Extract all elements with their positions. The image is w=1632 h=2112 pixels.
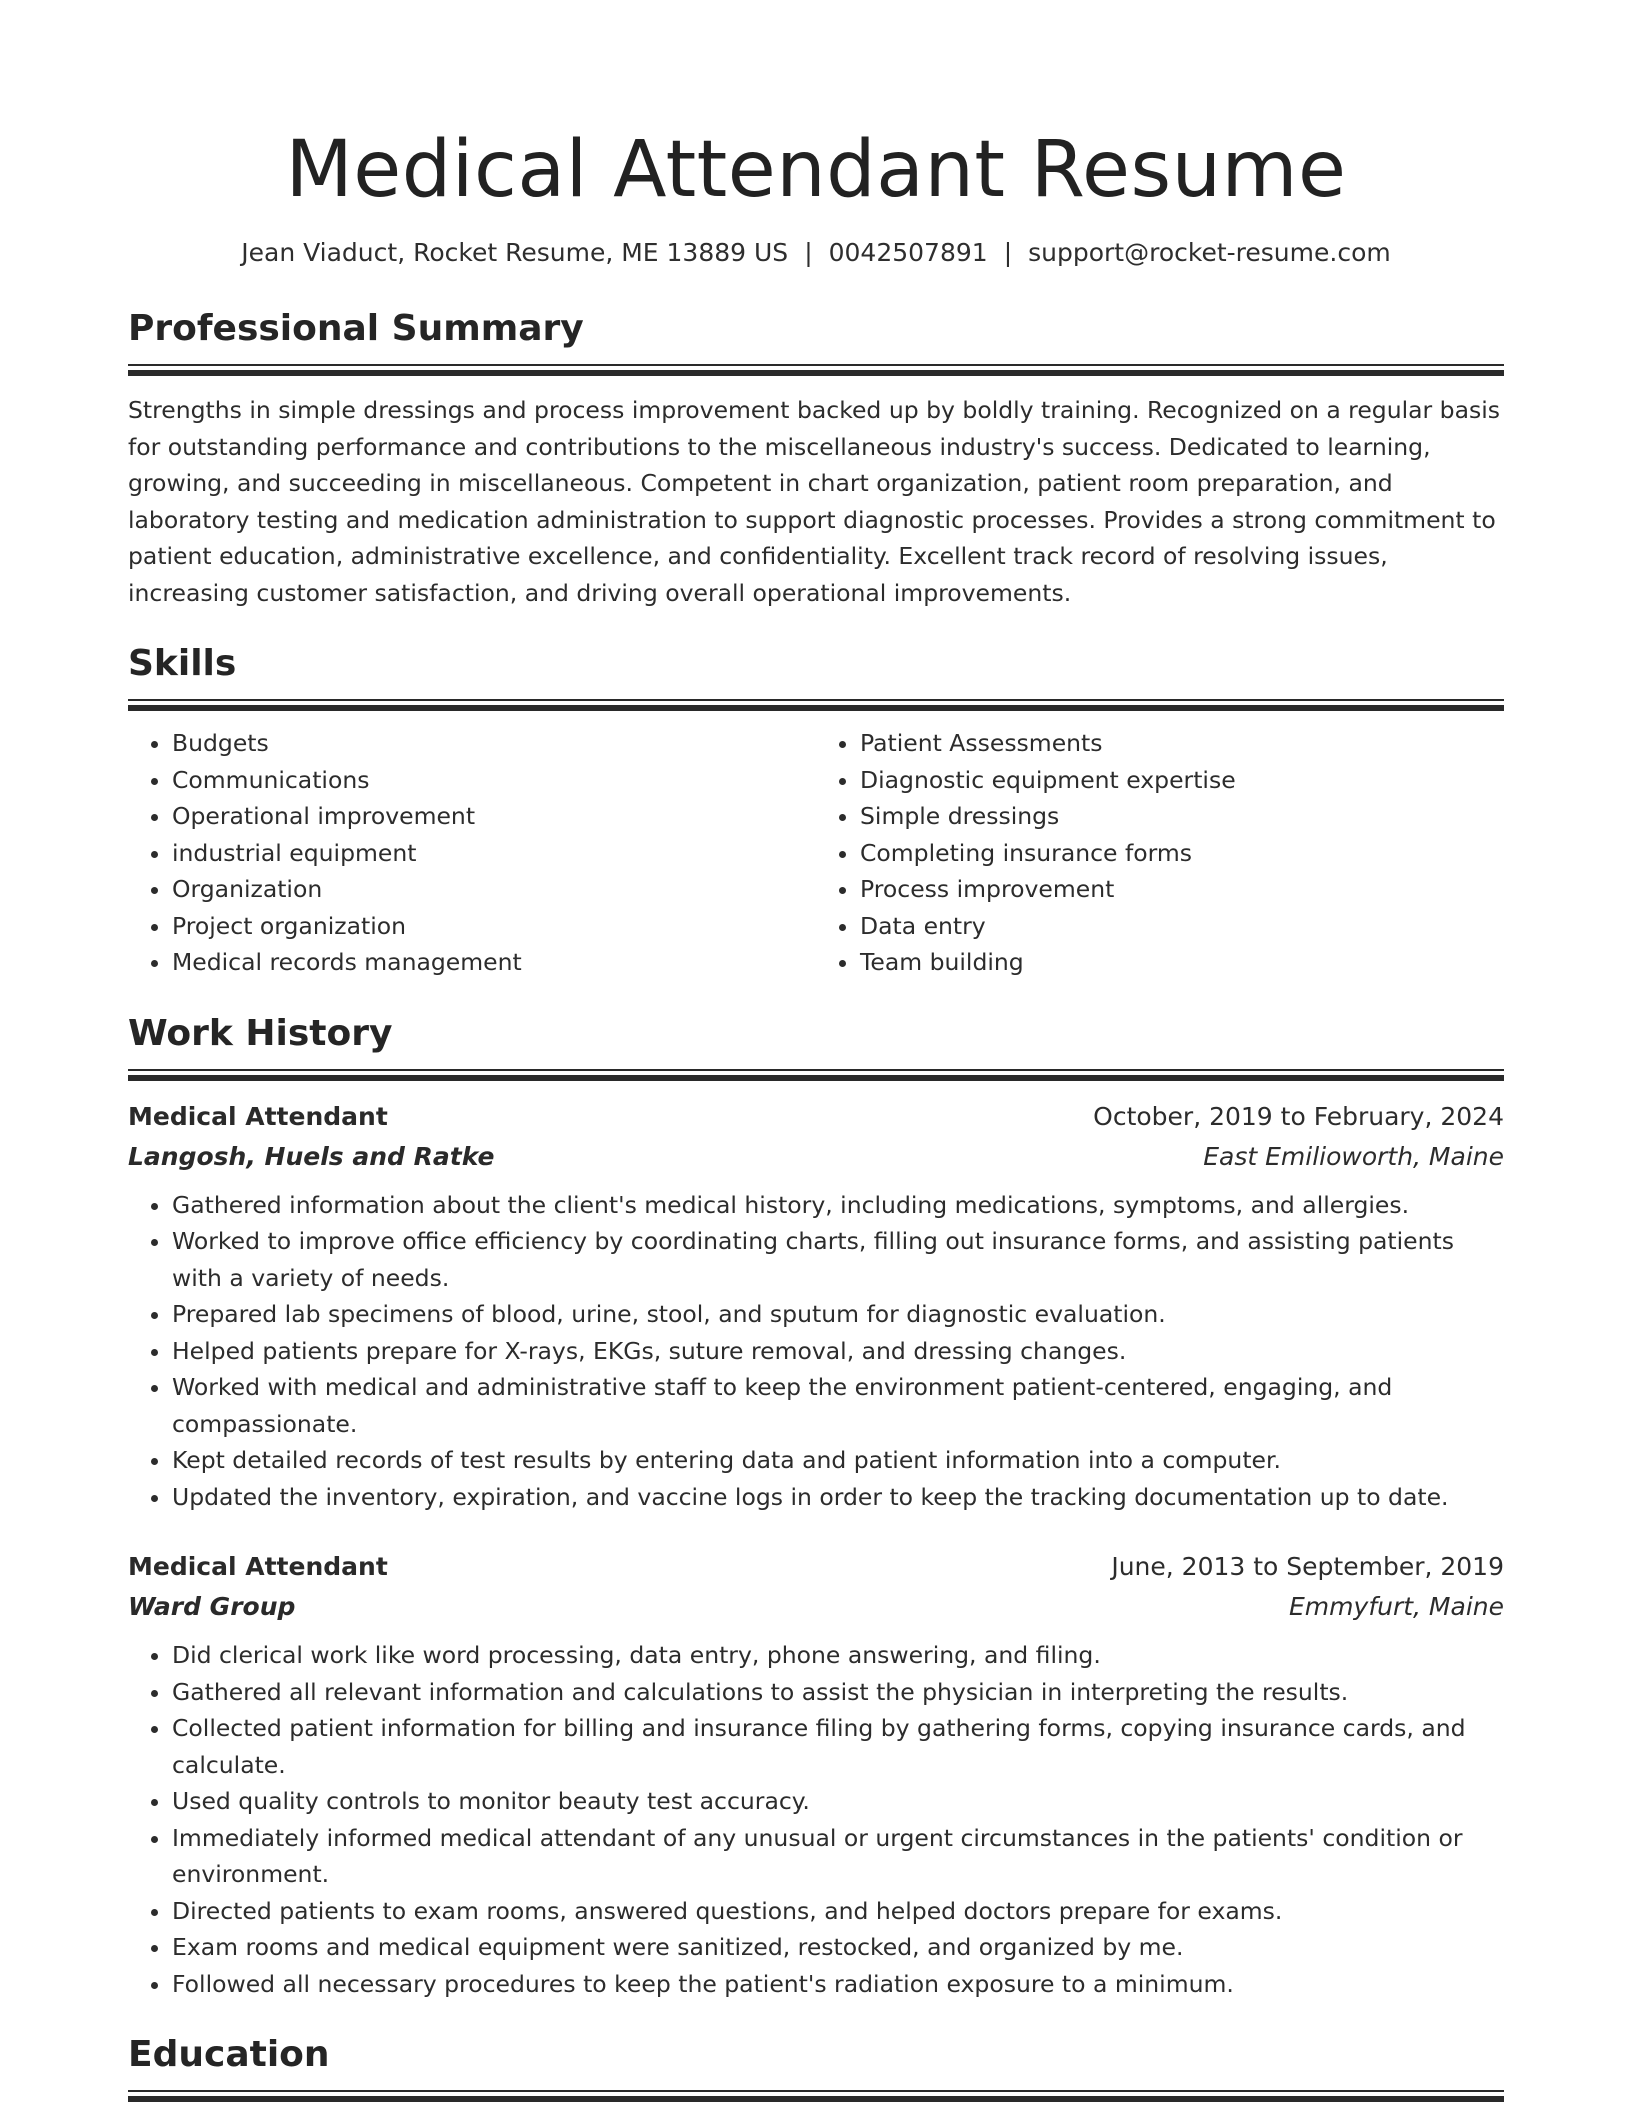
job-bullet: • Collected patient information for billing and insurance filing by gathering forms, copying insurance cards, and calculate. <box>172 1710 1504 1783</box>
job-bullet: • Exam rooms and medical equipment were sanitized, restocked, and organized by me. <box>172 1929 1504 1966</box>
skill-item: • Operational improvement <box>172 798 816 835</box>
contact-separator: | <box>1003 238 1013 267</box>
skill-item: • Process improvement <box>860 871 1504 908</box>
skills-columns <box>128 725 1504 981</box>
skill-item: • industrial equipment <box>172 835 816 872</box>
summary-section <box>128 306 1504 611</box>
skill-item: • Organization <box>172 871 816 908</box>
section-divider <box>128 364 1504 376</box>
summary-text: Strengths in simple dressings and process improvement backed up by boldly training. Recognized on a regular basis for outstanding performance and contributions to the miscellaneous industry's success. Dedicated to learning, growing, and succeeding in miscellaneous. Competent in chart organization, patient room preparation, and laboratory testing and medication administration to support diagnostic processes. Provides a strong commitment to patient education, administrative excellence, and confidentiality. Excellent track record of resolving issues, increasing customer satisfaction, and driving overall operational improvements. <box>128 396 1500 607</box>
job-bullet: • Did clerical work like word processing, data entry, phone answering, and filing. <box>172 1637 1504 1674</box>
skill-item: • Completing insurance forms <box>860 835 1504 872</box>
skills-list-left <box>128 725 816 981</box>
job-entry <box>128 1097 1504 1516</box>
job-bullet: • Updated the inventory, expiration, and vaccine logs in order to keep the tracking documentation up to date. <box>172 1479 1504 1516</box>
job-bullet: • Kept detailed records of test results by entering data and patient information into a computer. <box>172 1442 1504 1479</box>
skill-item: • Budgets <box>172 725 816 762</box>
skill-item: • Project organization <box>172 908 816 945</box>
job-bullet: • Used quality controls to monitor beauty test accuracy. <box>172 1783 1504 1820</box>
work-history-heading: Work History <box>128 1012 393 1054</box>
education-heading: Education <box>128 2034 330 2075</box>
resume-page <box>128 120 1504 2102</box>
skill-item: • Medical records management <box>172 944 816 981</box>
job-title: Medical Attendant <box>128 1101 388 1131</box>
job-dates: June, 2013 to September, 2019 <box>1111 1552 1504 1581</box>
job-bullet: • Gathered information about the client's medical history, including medications, symptoms, and allergies. <box>172 1187 1504 1224</box>
section-divider <box>128 699 1504 711</box>
resume-title: Medical Attendant Resume <box>285 125 1347 215</box>
job-company: Langosh, Huels and Ratke <box>128 1141 495 1171</box>
skills-heading: Skills <box>128 643 237 684</box>
job-bullet: • Followed all necessary procedures to keep the patient's radiation exposure to a minimum. <box>172 1966 1504 2003</box>
job-bullets <box>128 1187 1504 1516</box>
job-location: East Emilioworth, Maine <box>1203 1141 1504 1171</box>
job-location: Emmyfurt, Maine <box>1289 1592 1504 1621</box>
contact-phone: 0042507891 <box>828 238 988 267</box>
job-bullet: • Immediately informed medical attendant of any unusual or urgent circumstances in the patients' condition or environment. <box>172 1820 1504 1893</box>
job-title: Medical Attendant <box>128 1552 388 1581</box>
section-divider <box>128 2090 1504 2102</box>
job-entry <box>128 1547 1504 2002</box>
contact-email: support@rocket-resume.com <box>1028 238 1391 267</box>
job-bullet: • Directed patients to exam rooms, answered questions, and helped doctors prepare for exams. <box>172 1893 1504 1930</box>
job-bullet: • Helped patients prepare for X-rays, EKGs, suture removal, and dressing changes. <box>172 1333 1504 1370</box>
skills-list-right <box>816 725 1504 981</box>
job-bullet: • Worked with medical and administrative staff to keep the environment patient-centered, engaging, and compassionate. <box>172 1369 1504 1442</box>
job-company: Ward Group <box>128 1592 296 1621</box>
job-bullet: • Prepared lab specimens of blood, urine, stool, and sputum for diagnostic evaluation. <box>172 1296 1504 1333</box>
contact-line <box>128 236 1504 270</box>
job-bullets <box>128 1637 1504 2002</box>
skill-item: • Diagnostic equipment expertise <box>860 762 1504 799</box>
education-section <box>128 2032 1504 2102</box>
skill-item: • Simple dressings <box>860 798 1504 835</box>
skill-item: • Patient Assessments <box>860 725 1504 762</box>
job-dates: October, 2019 to February, 2024 <box>1093 1101 1504 1131</box>
contact-address: Jean Viaduct, Rocket Resume, ME 13889 US <box>241 238 789 267</box>
skills-section <box>128 641 1504 981</box>
section-divider <box>128 1069 1504 1081</box>
summary-heading: Professional Summary <box>128 308 584 349</box>
job-bullet: • Gathered all relevant information and calculations to assist the physician in interpreting the results. <box>172 1674 1504 1711</box>
skill-item: • Communications <box>172 762 816 799</box>
work-history-section <box>128 1011 1504 2003</box>
contact-separator: | <box>804 238 813 267</box>
job-bullet: • Worked to improve office efficiency by coordinating charts, filling out insurance forms, and assisting patients with a variety of needs. <box>172 1223 1504 1296</box>
skill-item: • Data entry <box>860 908 1504 945</box>
skill-item: • Team building <box>860 944 1504 981</box>
